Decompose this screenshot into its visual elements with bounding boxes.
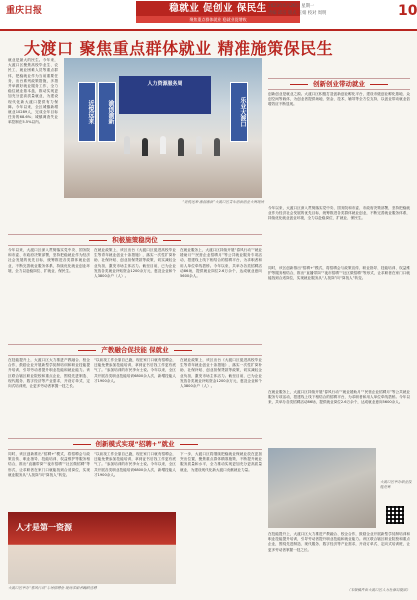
section-body: 在技能提升上，大渡口区大力推进产教融合、校企合作，鼓励企业开展新型学徒制培训和职业技能提升培训，引导劳动者提升职业技能和就业能力。该区联合辖区职业院校和重点企业，围绕先进制造、现代服务、数字经济等产业需求，开设订单式、定向式培训班，让更多劳动者掌握一技之长。 <box>268 532 410 552</box>
section-body: “以前找工作全靠自己跑，现在家门口就有招聘会，还能免费参加技能培训，拿到证书后找工作更有底气了。”参加培训的市民李女士说。今年以来，全区共开展各类职业技能培训6800余人次，新增技能人才1900余人。 <box>94 358 176 383</box>
event-photo <box>64 58 262 198</box>
section-body: 同时，该区创新推出“招聘+”模式，将招聘会与政策宣传、职业指导、技能培训、权益维护等服务相结合，推出“直播带岗”“夜市招聘”“社区微招聘”等形式，让求职者在家门口就能找到合适岗位，实现就业服务从“人找岗”向“岗找人”转变。 <box>8 452 90 477</box>
photo-caption: 大渡口区举办职业技能竞赛 <box>380 480 412 489</box>
person-figure <box>214 138 220 156</box>
section-body: 在就业政策上，该区出台《大渡口区促进高校毕业生等青年就业创业十条措施》，落实一次性扩岗补助、社保补贴、创业担保贷款等政策，切实减轻企业负担，激发市场主体活力。截至目前，已为企业发放各类就业补贴资金1200余万元，惠及企业和个人3800余户（人）。 <box>180 358 262 389</box>
byline: （本版稿件由大渡口区人力社保局提供） <box>347 588 410 592</box>
photo-caption: “近悦远来·渝创渝新”大渡口区青年创新创业大赛现场 <box>182 200 264 204</box>
section-body: 创新创业是就业之源。大渡口区积极打造创新创业孵化平台，建设市级创业孵化基地、众创空间等载体，为创业者提供场地、资金、技术、辅导等全方位支持，以创业带动就业倍增效应不断显现。 <box>268 92 410 107</box>
lead-paragraph: 就业是最大的民生。今年来，大渡口区聚焦高校毕业生、农民工、就业困难人员等重点群体，把稳就业作为当前重要任务，出台系列政策措施，多措并举做好就业服务工作，全力稳住就业基本盘，推动实现更加充分更高质量就业，为建设现代化新大渡口提供有力保障。今年以来，全区城镇新增就业10289人，完成全年目标任务的68.6%；城镇调查失业率控制在5.5%以内。 <box>8 58 58 125</box>
page-headline: 大渡口 聚焦重点群体就业 精准施策保民生 <box>24 39 334 58</box>
section-header-innovation: 创新创业带动就业 <box>268 78 410 90</box>
person-figure <box>160 136 166 154</box>
stage-title: 人力资源服务周 <box>147 81 183 87</box>
right-pillar: 乐业大渡口 <box>230 82 248 142</box>
banner-text: 人才是第一资源 <box>16 523 72 532</box>
section-header-stabilize: 积极施策稳岗位 <box>8 234 262 246</box>
section-body: 在就业政策上，该区出台《大渡口区促进高校毕业生等青年就业创业十条措施》，落实一次性扩岗补助、社保补贴、创业担保贷款等政策，切实减轻企业负担，激发市场主体活力。截至目前，已为企业发放各类就业补贴资金1200余万元，惠及企业和个人3800余户（人）。 <box>94 248 176 279</box>
section-body: 今年以来，大渡口区深入贯彻落实党中央、国务院和市委、市政府决策部署，坚持把稳就业作为经济社会发展的优先目标，统筹推进各类群体就业创业，不断完善就业服务体系，持续优化就业创业环境，全力以赴稳岗位、扩就业、保民生。 <box>8 248 90 273</box>
editor-line: 责编 邱洁 版式 王娟 校对 周明 <box>268 11 327 16</box>
skills-photo <box>268 448 376 528</box>
section-body: 同时，该区创新推出“招聘+”模式，将招聘会与政策宣传、职业指导、技能培训、权益维护等服务相结合，推出“直播带岗”“夜市招聘”“社区微招聘”等形式，让求职者在家门口就能找到合适岗位，实现就业服务从“人找岗”向“岗找人”转变。 <box>268 266 410 281</box>
section-body: “以前找工作全靠自己跑，现在家门口就有招聘会，还能免费参加技能培训，拿到证书后找工作更有底气了。”参加培训的市民李女士说。今年以来，全区共开展各类职业技能培训6800余人次，新增技能人才1900余人。 <box>94 452 176 477</box>
section-body: 下一步，大渡口区将继续把稳就业保就业放在更加突出位置，聚焦重点群体精准施策，不断提升就业服务质量和水平，全力推动实现更加充分更高质量就业，为建设现代化新大渡口贡献就业力量。 <box>180 452 262 472</box>
qr-code-icon <box>386 506 404 524</box>
page-banner: 稳就业 促创业 保民生 <box>136 1 300 16</box>
photo-caption: 大渡口区举办“春风行动”专场招聘会 现场求职者踊跃应聘 <box>8 586 97 590</box>
section-header-recruit: 创新模式实现“招聘+”就业 <box>8 438 262 450</box>
section-body: 今年以来，大渡口区深入贯彻落实党中央、国务院和市委、市政府决策部署，坚持把稳就业作为经济社会发展的优先目标，统筹推进各类群体就业创业，不断完善就业服务体系，持续优化就业创业环境，全力以赴稳岗位、扩就业、保民生。 <box>268 206 410 221</box>
issue-date: 2023年6月26日 星期一 <box>268 4 315 9</box>
left-pillar-2: 渝创渝新 <box>98 82 116 142</box>
person-figure <box>178 138 184 156</box>
job-fair-photo <box>8 512 176 584</box>
section-header-skills: 产教融合促技能 保就业 <box>8 344 262 356</box>
masthead-divider <box>0 29 417 31</box>
person-figure <box>196 136 202 154</box>
newspaper-logo: 重庆日报 <box>6 6 43 16</box>
section-body: 在技能提升上，大渡口区大力推进产教融合、校企合作，鼓励企业开展新型学徒制培训和职业技能提升培训，引导劳动者提升职业技能和就业能力。该区联合辖区职业院校和重点企业，围绕先进制造、现代服务、数字经济等产业需求，开设订单式、定向式培训班，让更多劳动者掌握一技之长。 <box>8 358 90 389</box>
section-body: 在就业服务上，大渡口区持续开展“春风行动”“就业援助月”“民营企业招聘月”等公共就业服务专项活动，搭建线上线下相结合的招聘平台，为求职者和用人单位牵线搭桥。今年以来，共举办各类招聘活动86场，提供就业岗位2.6万余个，达成就业意向5600余人。 <box>268 390 410 405</box>
page-number: 10 <box>398 3 417 19</box>
page-sub-banner: 聚焦重点群体就业 稳就业促增收 <box>136 16 300 23</box>
section-body: 在就业服务上，大渡口区持续开展“春风行动”“就业援助月”“民营企业招聘月”等公共就业服务专项活动，搭建线上线下相结合的招聘平台，为求职者和用人单位牵线搭桥。今年以来，共举办各类招聘活动86场，提供就业岗位2.6万余个，达成就业意向5600余人。 <box>180 248 262 279</box>
left-pillar-1: 近悦远来 <box>78 82 96 142</box>
person-figure <box>124 136 130 154</box>
person-figure <box>142 138 148 156</box>
